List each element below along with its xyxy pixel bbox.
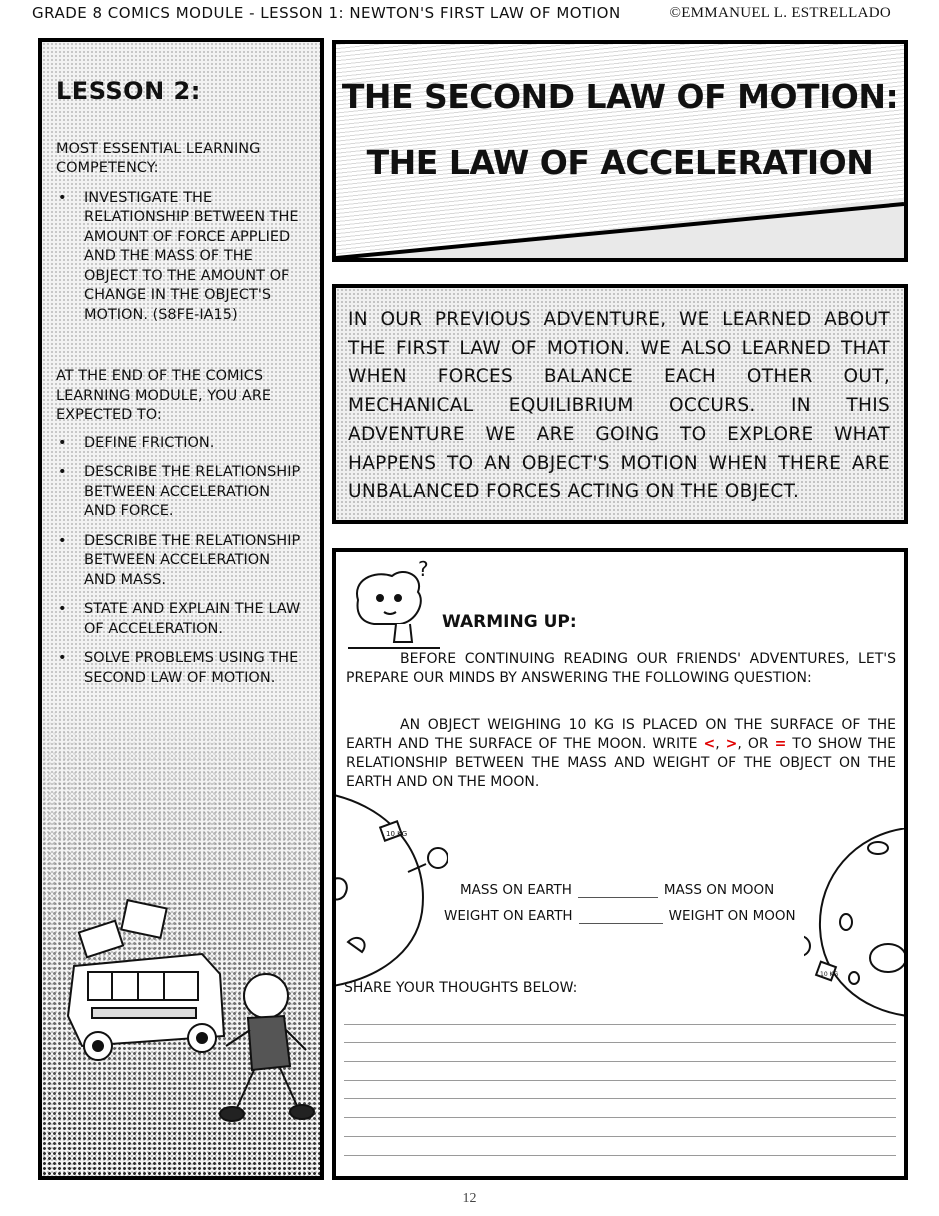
weight-answer-blank[interactable] bbox=[579, 910, 663, 924]
answer-line[interactable] bbox=[344, 1137, 896, 1156]
intro-text: IN OUR PREVIOUS ADVENTURE, WE LEARNED ABOUT THE FIRST LAW OF MOTION. WE ALSO LEARNED THAT WHEN FORCES BALANCE EACH OTHER OUT, MECHANICAL EQUILIBRIUM OCCURS. IN THIS ADVENTURE WE ARE GOING TO EXPLORE WHAT HAPPENS TO AN OBJECT'S MOTION WHEN THERE ARE UNBALANCED FORCES ACTING ON THE OBJECT. bbox=[348, 309, 890, 503]
earth-flag-label: 10 KG bbox=[386, 830, 408, 838]
outcome-item: STATE AND EXPLAIN THE LAW OF ACCELERATION. bbox=[84, 601, 301, 637]
lesson-title: LESSON 2: bbox=[56, 77, 201, 105]
title-line-1: THE SECOND LAW OF MOTION: bbox=[341, 77, 899, 116]
bullet-icon: • bbox=[58, 434, 67, 451]
competency-item: INVESTIGATE THE RELATIONSHIP BETWEEN THE AMOUNT OF FORCE APPLIED AND THE MASS OF THE OBJECT TO THE AMOUNT OF CHANGE IN THE OBJECT'S MOTION. (S8FE-IA15) bbox=[84, 189, 299, 323]
list-item bbox=[56, 532, 306, 591]
bullet-icon: • bbox=[58, 650, 67, 666]
lesson-sidebar bbox=[38, 38, 324, 1180]
warming-up-heading: WARMING UP: bbox=[442, 612, 577, 632]
separator-2: , OR bbox=[737, 736, 775, 752]
moon-flag-label: 10 KG bbox=[820, 971, 839, 978]
copyright-notice: ©EMMANUEL L. ESTRELLADO bbox=[669, 5, 891, 21]
less-than-symbol: < bbox=[703, 736, 716, 752]
bullet-icon: • bbox=[58, 601, 67, 617]
answer-line[interactable] bbox=[344, 1006, 896, 1025]
list-item bbox=[56, 434, 306, 454]
outcome-item: DEFINE FRICTION. bbox=[84, 434, 215, 451]
question-text-start: AN OBJECT WEIGHING 10 KG IS PLACED ON THE SURFACE OF THE EARTH AND THE SURFACE OF THE MOON. WRITE bbox=[346, 717, 896, 752]
moon-illustration bbox=[804, 828, 908, 1018]
outcome-item: DESCRIBE THE RELATIONSHIP BETWEEN ACCELERATION AND FORCE. bbox=[84, 464, 301, 519]
outcome-item: DESCRIBE THE RELATIONSHIP BETWEEN ACCELERATION AND MASS. bbox=[84, 532, 301, 588]
list-item bbox=[56, 649, 306, 688]
mass-on-earth-label: MASS ON EARTH bbox=[460, 882, 572, 898]
warm-up-question bbox=[346, 716, 896, 792]
separator-1: , bbox=[715, 736, 726, 752]
mass-comparison-row bbox=[460, 882, 774, 898]
page-number: 12 bbox=[462, 1191, 477, 1206]
equals-symbol: = bbox=[774, 736, 787, 752]
page-title bbox=[336, 44, 904, 196]
intro-panel bbox=[332, 284, 908, 524]
svg-text:?: ? bbox=[418, 558, 429, 581]
weight-on-moon-label: WEIGHT ON MOON bbox=[668, 908, 796, 924]
running-header: GRADE 8 COMICS MODULE - LESSON 1: NEWTON'S FIRST LAW OF MOTION bbox=[32, 4, 621, 22]
answer-line[interactable] bbox=[344, 1118, 896, 1137]
list-item bbox=[56, 189, 306, 326]
answer-line[interactable] bbox=[344, 1062, 896, 1081]
share-thoughts-label: SHARE YOUR THOUGHTS BELOW: bbox=[344, 980, 578, 996]
answer-line[interactable] bbox=[344, 1043, 896, 1062]
warming-up-panel bbox=[332, 548, 908, 1180]
warm-up-instructions bbox=[346, 650, 896, 688]
title-line-2: THE LAW OF ACCELERATION bbox=[366, 143, 874, 182]
weight-comparison-row bbox=[444, 908, 796, 924]
list-item bbox=[56, 600, 306, 639]
competency-heading: MOST ESSENTIAL LEARNING COMPETENCY: bbox=[56, 140, 261, 176]
answer-line[interactable] bbox=[344, 1099, 896, 1118]
thinking-boy-icon bbox=[344, 558, 444, 652]
bullet-icon: • bbox=[58, 464, 67, 480]
warm-up-para-1: BEFORE CONTINUING READING OUR FRIENDS' ADVENTURES, LET'S PREPARE OUR MINDS BY ANSWERING THE FOLLOWING QUESTION: bbox=[346, 651, 896, 686]
jeepney-chase-illustration bbox=[52, 896, 318, 1146]
mass-answer-blank[interactable] bbox=[578, 884, 658, 898]
answer-line[interactable] bbox=[344, 1025, 896, 1044]
greater-than-symbol: > bbox=[725, 736, 738, 752]
outcomes-intro: AT THE END OF THE COMICS LEARNING MODULE, YOU ARE EXPECTED TO: bbox=[56, 368, 272, 423]
answer-line[interactable] bbox=[344, 1081, 896, 1100]
question-text-end: TO SHOW THE RELATIONSHIP BETWEEN THE MASS AND WEIGHT OF THE OBJECT ON THE EARTH AND ON THE MOON. bbox=[346, 736, 896, 790]
title-panel bbox=[332, 40, 908, 262]
outcome-item: SOLVE PROBLEMS USING THE SECOND LAW OF MOTION. bbox=[84, 650, 299, 686]
answer-lines[interactable] bbox=[344, 1006, 896, 1156]
weight-on-earth-label: WEIGHT ON EARTH bbox=[444, 908, 573, 924]
earth-illustration bbox=[332, 792, 448, 992]
bullet-icon: • bbox=[58, 189, 67, 206]
bullet-icon: • bbox=[58, 532, 67, 549]
list-item bbox=[56, 463, 306, 522]
mass-on-moon-label: MASS ON MOON bbox=[663, 882, 775, 898]
